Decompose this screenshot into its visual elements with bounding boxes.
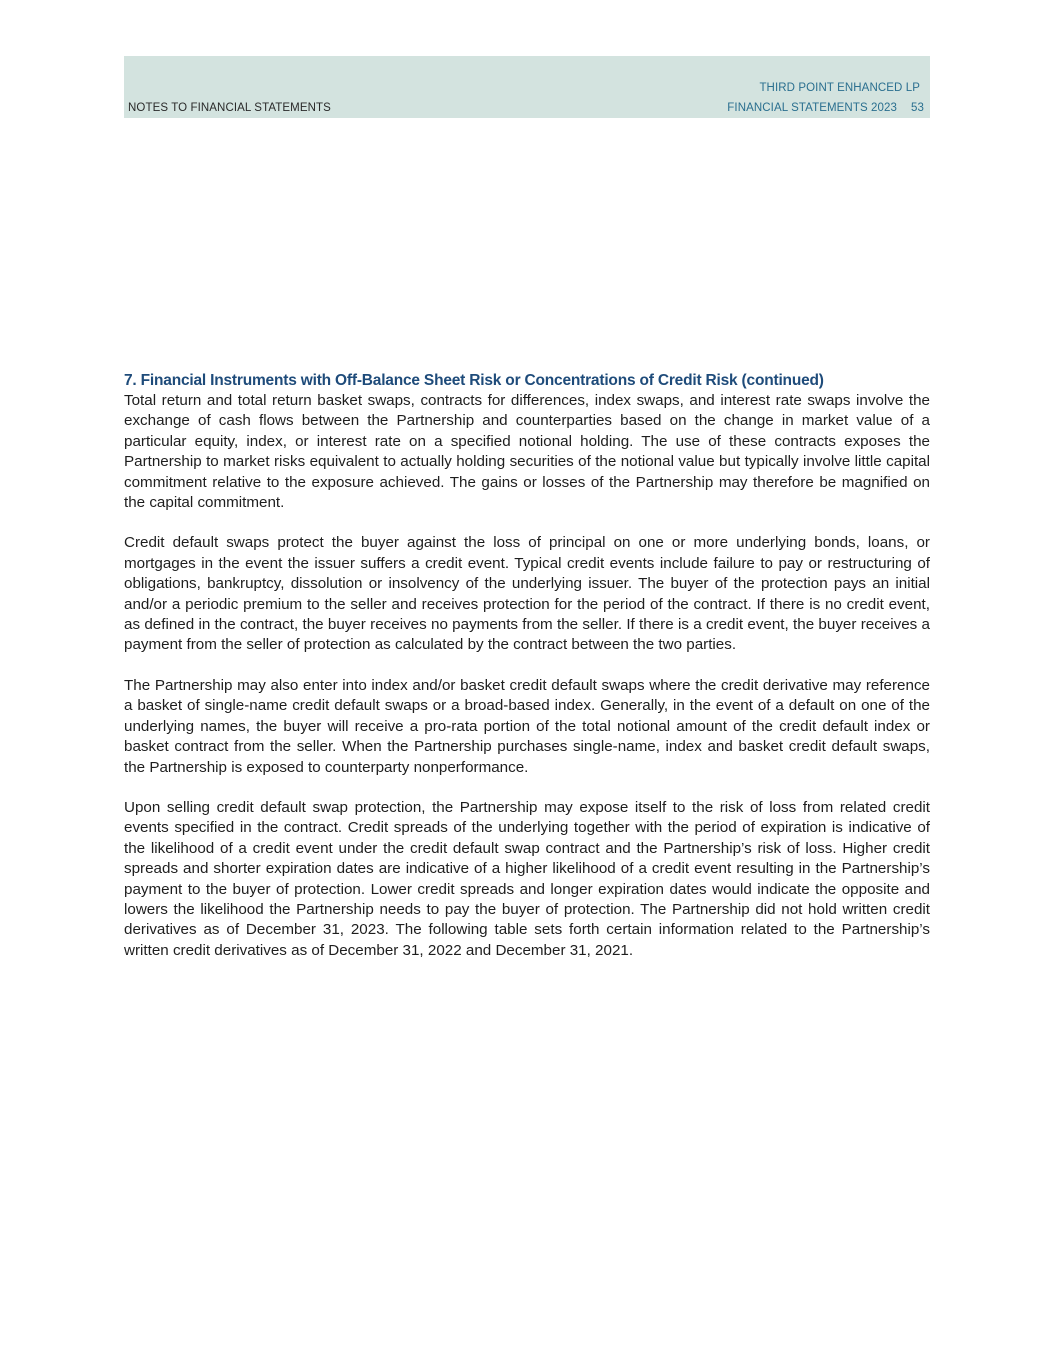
paragraph-credit-default-swaps: Credit default swaps protect the buyer against the loss of principal on one or more underlying bonds, loans, or mortgages in the event the issuer suffers a credit event. Typical credit events include failure to pay or restructuring of obligations, bankruptcy, dissolution or insolvency of the underlying issuer. The buyer of the protection pays an initial and/or a periodic premium to the seller and receives protection for the period of the contract. If there is no credit event, as defined in the contract, the buyer receives no payments from the seller. If there is a credit event, the buyer receives a payment from the seller of protection as calculated by the contract between the two parties. xyxy=(124,534,930,654)
paragraph-total-return-swaps: Total return and total return basket swaps, contracts for differences, index swaps, and interest rate swaps involve the exchange of cash flows between the Partnership and counterparties based on the change in market value of a particular equity, index, or interest rate on a specified notional holding. The use of these contracts exposes the Partnership to market risks equivalent to actually holding securities of the notional value but typically involve little capital commitment relative to the exposure achieved. The gains or losses of the Partnership may therefore be magnified on the capital commitment. xyxy=(124,392,930,512)
page-number: 53 xyxy=(911,102,924,114)
section-title: 7. Financial Instruments with Off-Balance Sheet Risk or Concentrations of Credit Risk (continued) xyxy=(124,372,824,389)
header-report-title: FINANCIAL STATEMENTS 2023 xyxy=(727,102,897,114)
header-report-info xyxy=(727,102,924,114)
paragraph-selling-protection: Upon selling credit default swap protection, the Partnership may expose itself to the risk of loss from related credit events specified in the contract. Credit spreads of the underlying together with the period of expiration is indicative of the likelihood of a credit event under the credit default swap contract and the Partnership’s risk of loss. Higher credit spreads and shorter expiration dates are indicative of a higher likelihood of a credit event resulting in the Partnership’s payment to the buyer of protection. Lower credit spreads and longer expiration dates would indicate the opposite and lowers the likelihood the Partnership needs to pay the buyer of protection. The Partnership did not hold written credit derivatives as of December 31, 2023. The following table sets forth certain information related to the Partnership’s written credit derivatives as of December 31, 2022 and December 31, 2021. xyxy=(124,798,930,959)
header-section-label: NOTES TO FINANCIAL STATEMENTS xyxy=(128,102,331,114)
header-company-name: THIRD POINT ENHANCED LP xyxy=(759,82,920,94)
paragraph-index-basket-swaps: The Partnership may also enter into index and/or basket credit default swaps where the credit derivative may reference a basket of single-name credit default swaps or a broad-based index. Generally, in the event of a default on one of the underlying names, the buyer will receive a pro-rata portion of the total notional amount of the credit default index or basket contract from the seller. When the Partnership purchases single-name, index and basket credit default swaps, the Partnership is exposed to counterparty nonperformance. xyxy=(124,676,930,776)
notes-section xyxy=(124,371,930,974)
page-header xyxy=(124,56,930,118)
